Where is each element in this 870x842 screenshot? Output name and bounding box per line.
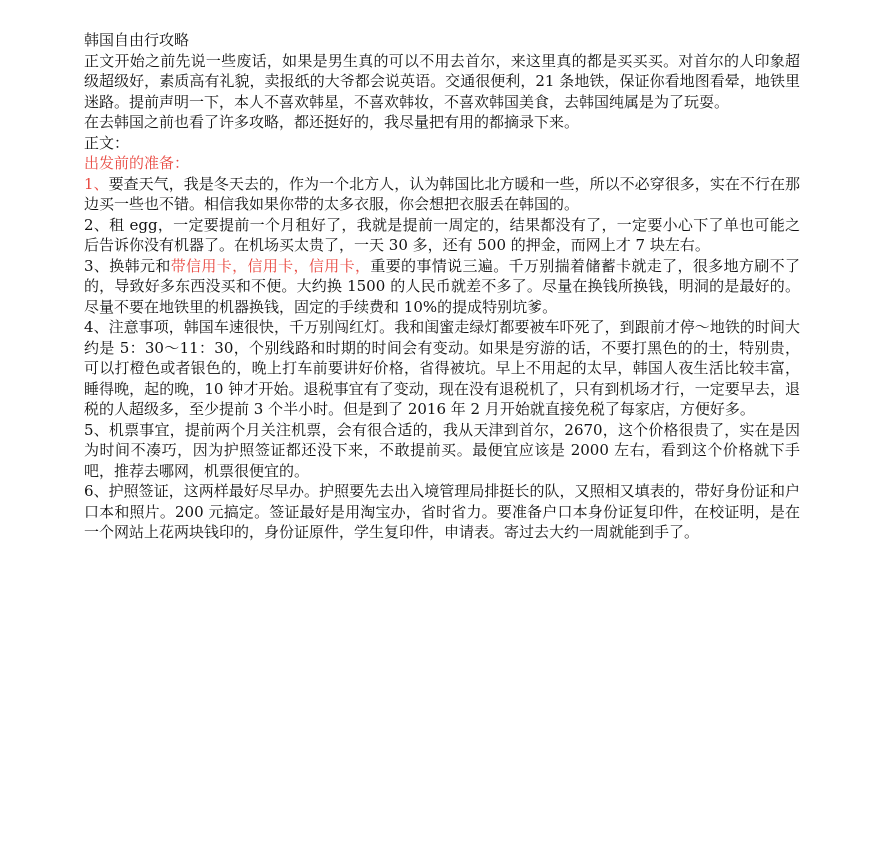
intro-paragraph: 正文开始之前先说一些废话，如果是男生真的可以不用去首尔，来这里真的都是买买买。对首尔的人印象超级超级好，素质高有礼貌，卖报纸的大爷都会说英语。交通很便利，21 条地铁，保证你看地图看晕，地铁里迷路。提前声明一下，本人不喜欢韩星，不喜欢韩妆，不喜欢韩国美食，去韩国纯属是为了玩耍。	[84, 51, 800, 111]
intro-paragraph-2: 在去韩国之前也看了许多攻略，都还挺好的，我尽量把有用的都摘录下来。	[84, 113, 580, 131]
list-item-3-prefix: 3、换韩元和	[84, 256, 171, 275]
list-item-1-text: 要查天气，我是冬天去的，作为一个北方人，认为韩国比北方暖和一些，所以不必穿很多，实在不行在那边买一些也不错。相信我如果你带的太多衣服，你会想把衣服丢在韩国的。	[84, 174, 800, 213]
list-item-6: 6、护照签证，这两样最好尽早办。护照要先去出入境管理局排挺长的队，又照相又填表的，带好身份证和户口本和照片。200 元搞定。签证最好是用淘宝办，省时省力。要准备户口本身份证复印件，在校证明，是在一个网站上花两块钱印的，身份证原件，学生复印件，申请表。寄过去大约一周就能到手了。	[84, 482, 800, 541]
list-item-3-highlight: 带信用卡，信用卡，信用卡，	[170, 256, 371, 275]
list-item-1-number: 1、	[84, 174, 109, 193]
list-item-4: 4、注意事项，韩国车速很快，千万别闯红灯。我和闺蜜走绿灯都要被车吓死了，到跟前才停～地铁的时间大约是 5：30～11：30，个别线路和时期的时间会有变动。如果是穷游的话，不要打黑色的的士，特别贵，可以打橙色或者银色的，晚上打车前要讲好价格，省得被坑。早上不用起的太早，韩国人夜生活比较丰富，睡得晚，起的晚，10 钟才开始。退税事宜有了变动，现在没有退税机了，只有到机场才行，一定要早去，退税的人超级多，至少提前 3 个半小时。但是到了 2016 年 2 月开始就直接免税了每家店，方便好多。	[84, 318, 800, 418]
document-title: 韩国自由行攻略	[84, 31, 190, 49]
document-page	[84, 30, 800, 543]
list-item-3-text: 重要的事情说三遍。千万别揣着储蓄卡就走了，很多地方刷不了的，导致好多东西没买和不便。大约换 1500 的人民币就差不多了。尽量在换钱所换钱，明洞的是最好的。尽量不要在地铁里的机器换钱，固定的手续费和 10%的提成特别坑爹。	[84, 256, 800, 316]
list-item-3	[84, 256, 800, 318]
main-text-label: 正文：	[84, 133, 130, 152]
list-item-1	[84, 174, 800, 215]
section-heading: 出发前的准备：	[84, 154, 190, 172]
list-item-2: 2、租 egg，一定要提前一个月租好了，我就是提前一周定的，结果都没有了，一定要小心下了单也可能之后告诉你没有机器了。在机场买太贵了，一天 30 多，还有 500 的押金，而网上才 7 块左右。	[84, 215, 800, 254]
list-item-5: 5、机票事宜，提前两个月关注机票，会有很合适的，我从天津到首尔，2670，这个价格很贵了，实在是因为时间不凑巧，因为护照签证都还没下来，不敢提前买。最便宜应该是 2000 左右，看到这个价格就下手吧，推荐去哪网，机票很便宜的。	[84, 420, 800, 480]
